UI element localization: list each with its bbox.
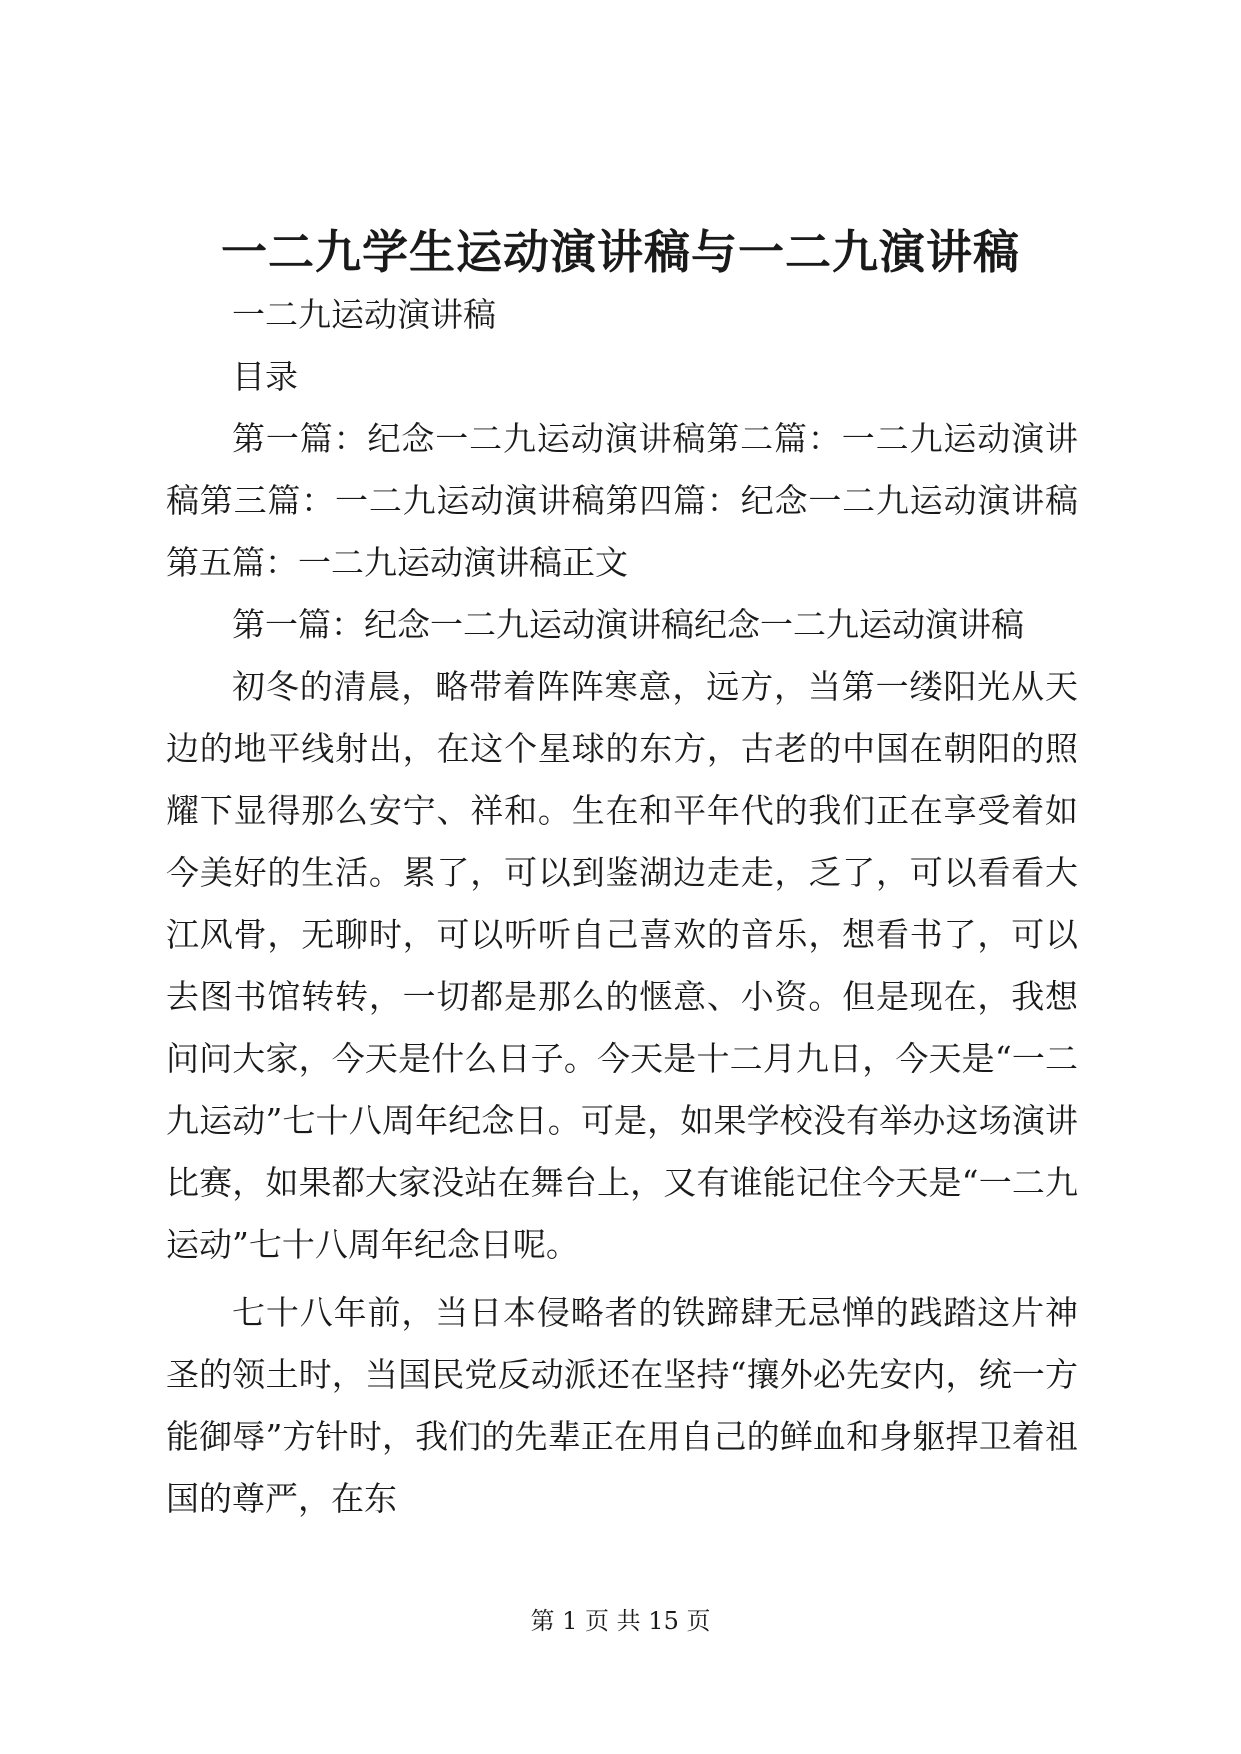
body-paragraph: 七十八年前，当日本侵略者的铁蹄肆无忌惮的践踏这片神圣的领土时，当国民党反动派还在坚持“攘外必先安内，统一方能御辱”方针时，我们的先辈正在用自己的鲜血和身躯捍卫着祖国的尊严，在东 <box>166 1293 1078 1518</box>
toc-paragraph: 第一篇：纪念一二九运动演讲稿第二篇：一二九运动演讲稿第三篇：一二九运动演讲稿第四篇：纪念一二九运动演讲稿第五篇：一二九运动演讲稿正文 <box>166 419 1078 582</box>
body-paragraph: 初冬的清晨，略带着阵阵寒意，远方，当第一缕阳光从天边的地平线射出，在这个星球的东方，古老的中国在朝阳的照耀下显得那么安宁、祥和。生在和平年代的我们正在享受着如今美好的生活。累了，可以到鉴湖边走走，乏了，可以看看大江风骨，无聊时，可以听听自己喜欢的音乐，想看书了，可以去图书馆转转，一切都是那么的惬意、小资。但是现在，我想问问大家，今天是什么日子。今天是十二月九日，今天是“一二九运动”七十八周年纪念日。可是，如果学校没有举办这场演讲比赛，如果都大家没站在舞台上，又有谁能记住今天是“一二九运动”七十八周年纪念日呢。 <box>166 667 1078 1264</box>
document-body <box>166 284 1078 1530</box>
document-title: 一二九学生运动演讲稿与一二九演讲稿 <box>221 225 1020 279</box>
toc-heading: 目录 <box>232 357 298 396</box>
subtitle-paragraph: 一二九运动演讲稿 <box>232 295 496 334</box>
page-number-footer: 第 1 页 共 15 页 <box>530 1607 711 1635</box>
section-heading: 第一篇：纪念一二九运动演讲稿纪念一二九运动演讲稿 <box>232 605 1024 644</box>
